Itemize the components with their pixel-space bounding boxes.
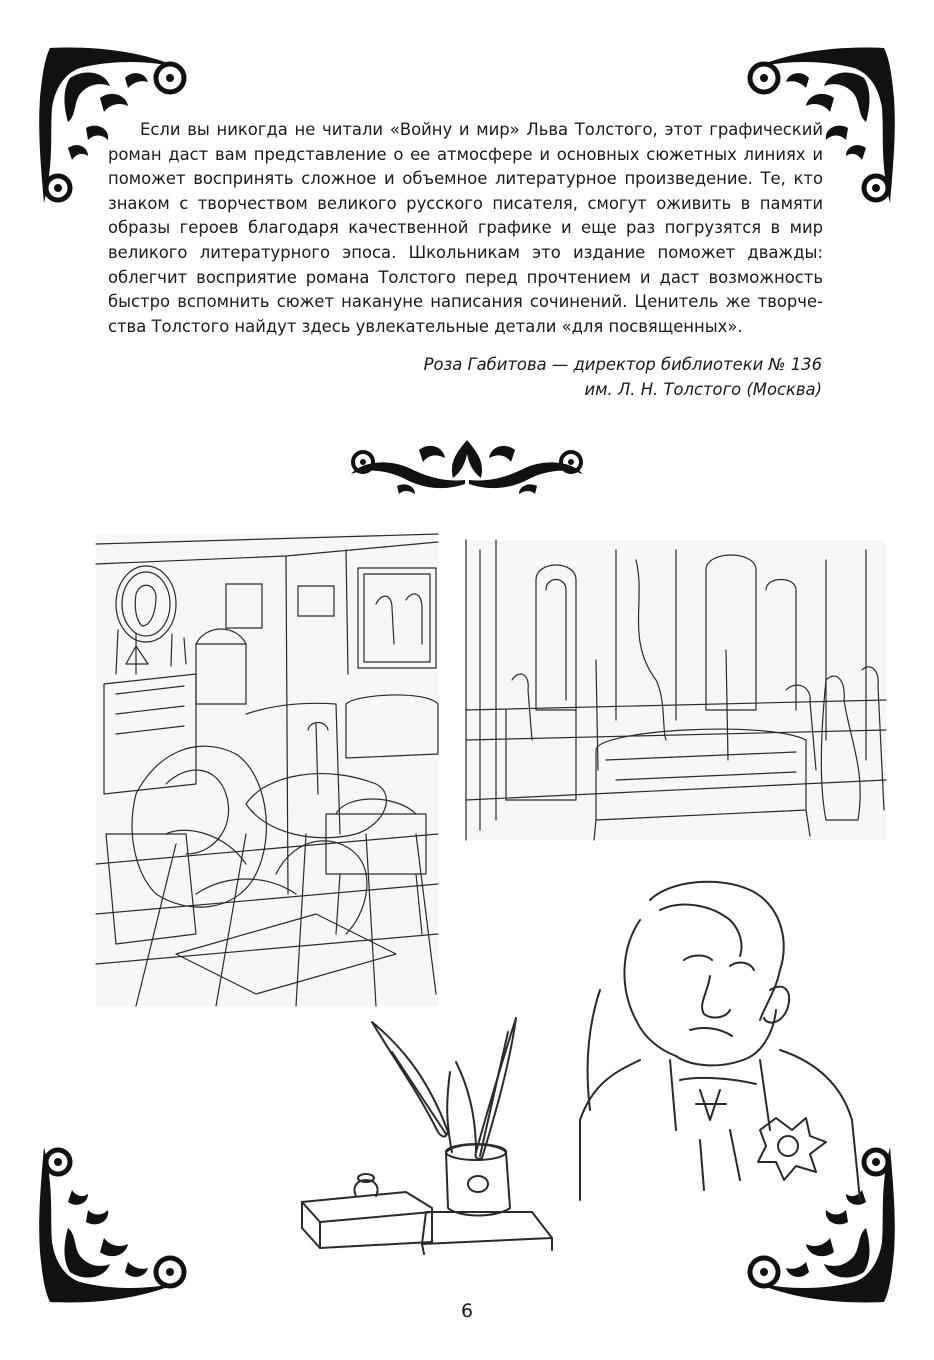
page-number: 6: [460, 1300, 474, 1322]
sketch-inkwell-quills: [296, 1012, 566, 1272]
paragraph-line: роман даст вам представление о ее атмосфере и основных сюжетных линиях и: [108, 144, 823, 164]
intro-paragraph: [108, 118, 823, 339]
attribution-affiliation: им. Л. Н. Толстого (Москва): [584, 379, 822, 399]
paragraph-line: поможет воспринять сложное и объемное литературное произведение. Те, кто: [108, 169, 823, 189]
paragraph-line: образы героев благодаря качественной графике и еще раз погрузятся в мир: [108, 218, 823, 238]
corner-ornament-bottom-left: [30, 1132, 200, 1312]
sketch-ballroom: [466, 540, 886, 840]
sketch-salon-interior: [96, 534, 438, 1006]
paragraph-line: облегчит восприятие романа Толстого перед прочтением и даст возможность: [108, 267, 823, 287]
divider-ornament: [337, 428, 597, 498]
paragraph-line: знаком с творчеством великого русского писателя, смогут оживить в памяти: [108, 193, 823, 213]
attribution-name: Роза Габитова — директор библиотеки № 136: [423, 355, 822, 374]
paragraph-line: Если вы никогда не читали «Войну и мир» Льва Толстого, этот графический: [140, 120, 823, 139]
sketch-general-portrait: [580, 880, 880, 1200]
paragraph-line: великого литературного эпоса. Школьникам это издание поможет дважды:: [108, 242, 823, 262]
paragraph-line: ства Толстого найдут здесь увлекательные детали «для посвященных».: [108, 316, 743, 336]
paragraph-line: быстро вспомнить сюжет накануне написания сочинений. Ценитель же творче-: [108, 292, 823, 312]
attribution: [302, 353, 822, 402]
